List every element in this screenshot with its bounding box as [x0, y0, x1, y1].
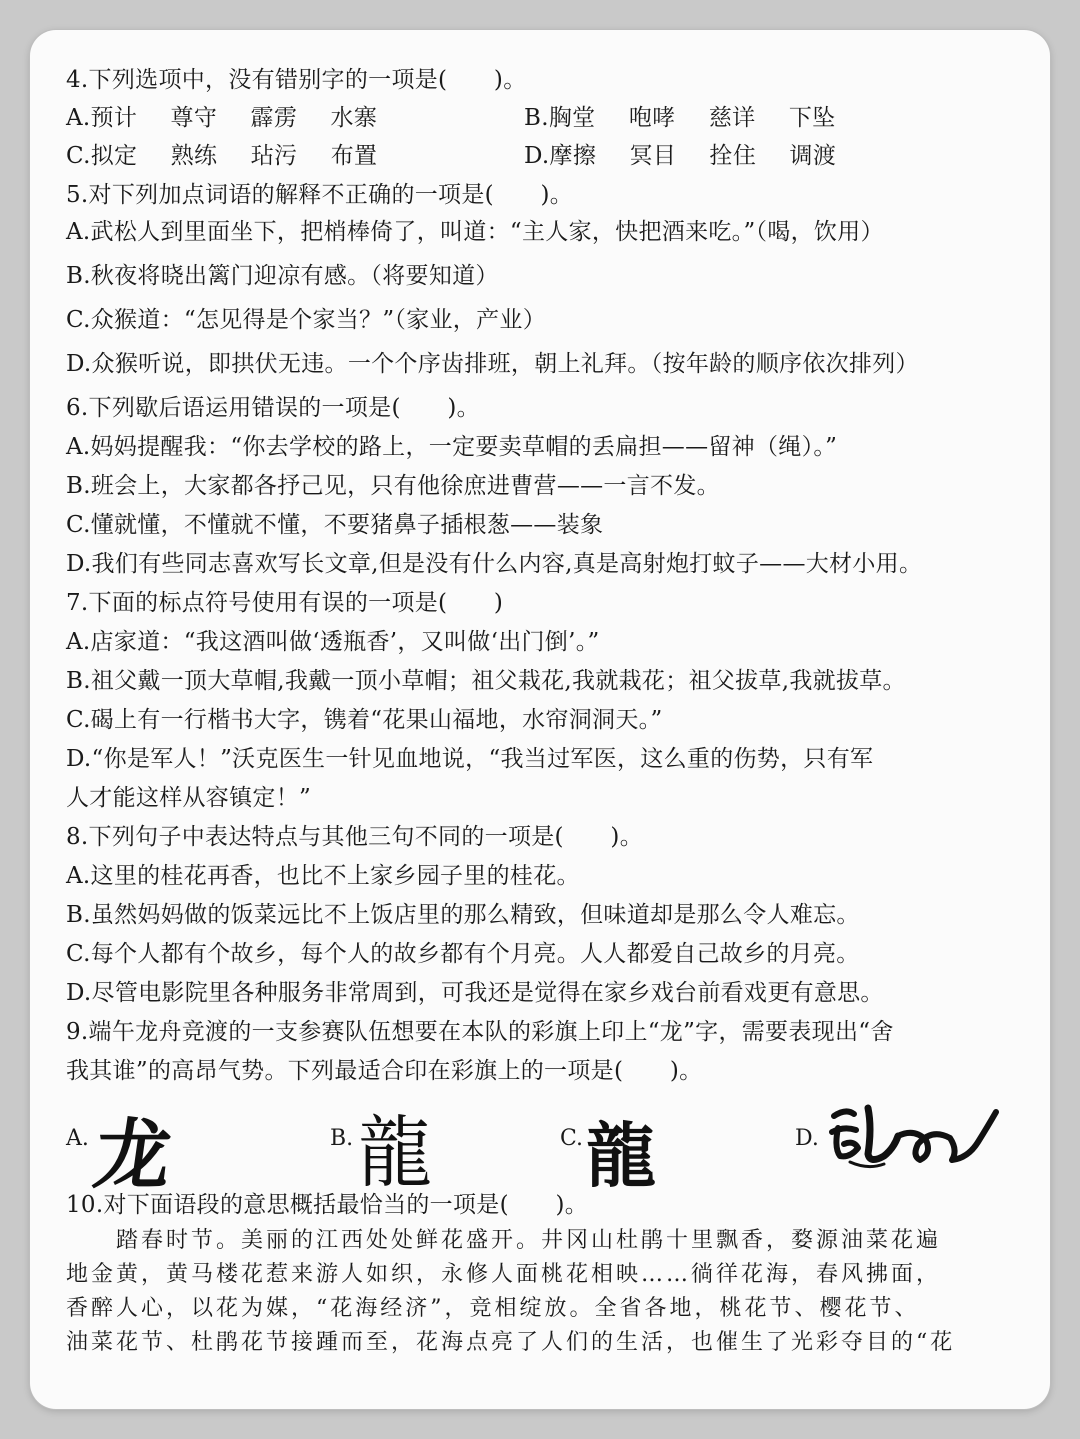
q4-d-item: 调渡 [789, 143, 837, 169]
q4-c-item: 熟练 [170, 143, 218, 169]
dragon-glyph-traditional: 龍 [586, 1114, 656, 1197]
q6-option-a: A.妈妈提醒我：“你去学校的路上，一定要卖草帽的丢扁担——留神（绳）。” [66, 434, 838, 460]
q7-option-d: D.“你是军人！”沃克医生一针见血地说，“我当过军医，这么重的伤势，只有军 [66, 746, 874, 772]
q9-label-a: A. [66, 1126, 89, 1151]
q4-b-item: 慈详 [708, 105, 756, 131]
q4-c-item: 布置 [330, 143, 378, 169]
q6-option-b: B.班会上，大家都各抒己见，只有他徐庶进曹营——一言不发。 [66, 473, 720, 499]
q4-option-b [524, 104, 869, 132]
q4-d-item: 摩擦 [549, 143, 597, 169]
q5-option-d: D.众猴听说，即拱伏无违。一个个序齿排班，朝上礼拜。（按年龄的顺序依次排列） [66, 351, 919, 377]
q6-option-d: D.我们有些同志喜欢写长文章,但是没有什么内容,真是高射炮打蚊子——大材小用。 [66, 551, 923, 577]
q8-option-b: B.虽然妈妈做的饭菜远比不上饭店里的那么精致，但味道却是那么令人难忘。 [66, 902, 860, 928]
q7-option-b: B.祖父戴一顶大草帽,我戴一顶小草帽；祖父栽花,我就栽花；祖父拔草,我就拔草。 [66, 668, 906, 694]
q4-a-item: 霹雳 [250, 105, 298, 131]
q4-c-item: 拟定 [90, 143, 138, 169]
q7-option-c: C.碣上有一行楷书大字，镌着“花果山福地，水帘洞洞天。” [66, 707, 663, 733]
q4-a-item: 尊守 [170, 105, 218, 131]
q4-d-label: D. [524, 143, 550, 169]
q8-option-a: A.这里的桂花再香，也比不上家乡园子里的桂花。 [66, 863, 580, 889]
q4-c-label: C. [66, 143, 91, 169]
q4-a-item: 水寨 [330, 105, 378, 131]
q4-option-d [524, 142, 870, 170]
q5-option-a: A.武松人到里面坐下，把梢棒倚了，叫道：“主人家，快把酒来吃。”（喝，饮用） [66, 219, 884, 245]
dragon-glyph-simplified: 龙 [88, 1110, 178, 1199]
q4-c-item: 玷污 [250, 143, 298, 169]
q10-stem: 10.对下面语段的意思概括最恰当的一项是( )。 [66, 1192, 589, 1218]
q9-label-b: B. [330, 1126, 354, 1151]
q4-b-item: 咆哮 [628, 105, 676, 131]
q10-passage-line: 油菜花节、杜鹃花节接踵而至，花海点亮了人们的生活，也催生了光彩夺目的“花 [66, 1330, 956, 1355]
q4-a-label: A. [66, 105, 91, 131]
q4-d-item: 拴住 [709, 143, 757, 169]
q8-option-d: D.尽管电影院里各种服务非常周到，可我还是觉得在家乡戏台前看戏更有意思。 [66, 980, 884, 1006]
q4-b-item: 下坠 [788, 105, 836, 131]
q7-option-d-continued: 人才能这样从容镇定！” [66, 785, 312, 811]
q5-stem: 5.对下列加点词语的解释不正确的一项是( )。 [66, 182, 574, 208]
q8-stem: 8.下列句子中表达特点与其他三句不同的一项是( )。 [66, 824, 643, 850]
q4-a-item: 预计 [90, 105, 138, 131]
q9-stem-continued: 我其谁”的高昂气势。下列最适合印在彩旗上的一项是( )。 [66, 1058, 703, 1084]
dragon-glyph-seal-script: 龍 [358, 1108, 432, 1199]
q4-b-label: B. [524, 105, 549, 131]
q4-option-a [66, 104, 411, 132]
q7-option-a: A.店家道：“我这酒叫做‘透瓶香’，又叫做‘出门倒’。” [66, 629, 600, 655]
q10-passage-line: 香醉人心，以花为媒，“花海经济”，竞相绽放。全省各地，桃花节、樱花节、 [66, 1296, 920, 1321]
q6-stem: 6.下列歇后语运用错误的一项是( )。 [66, 395, 480, 421]
q7-stem: 7.下面的标点符号使用有误的一项是( ) [66, 590, 504, 616]
q4-stem: 4.下列选项中，没有错别字的一项是( )。 [66, 67, 527, 93]
q5-option-c: C.众猴道：“怎见得是个家当？”（家业，产业） [66, 307, 547, 333]
q9-label-d: D. [795, 1126, 819, 1151]
dragon-glyph-cursive-icon [828, 1098, 1000, 1178]
q4-option-c [66, 142, 411, 170]
q10-passage-line: 踏春时节。美丽的江西处处鲜花盛开。井冈山杜鹃十里飘香，婺源油菜花遍 [116, 1228, 942, 1253]
q4-b-item: 胸堂 [548, 105, 596, 131]
q9-stem: 9.端午龙舟竞渡的一支参赛队伍想要在本队的彩旗上印上“龙”字，需要表现出“舍 [66, 1019, 894, 1045]
q9-label-c: C. [560, 1126, 584, 1151]
q6-option-c: C.懂就懂，不懂就不懂，不要猪鼻子插根葱——装象 [66, 512, 604, 538]
q10-passage-line: 地金黄，黄马楼花惹来游人如织，永修人面桃花相映……徜徉花海，春风拂面， [66, 1262, 942, 1287]
q5-option-b: B.秋夜将晓出篱门迎凉有感。（将要知道） [66, 263, 499, 289]
q8-option-c: C.每个人都有个故乡，每个人的故乡都有个月亮。人人都爱自己故乡的月亮。 [66, 941, 860, 967]
q4-d-item: 冥目 [629, 143, 677, 169]
